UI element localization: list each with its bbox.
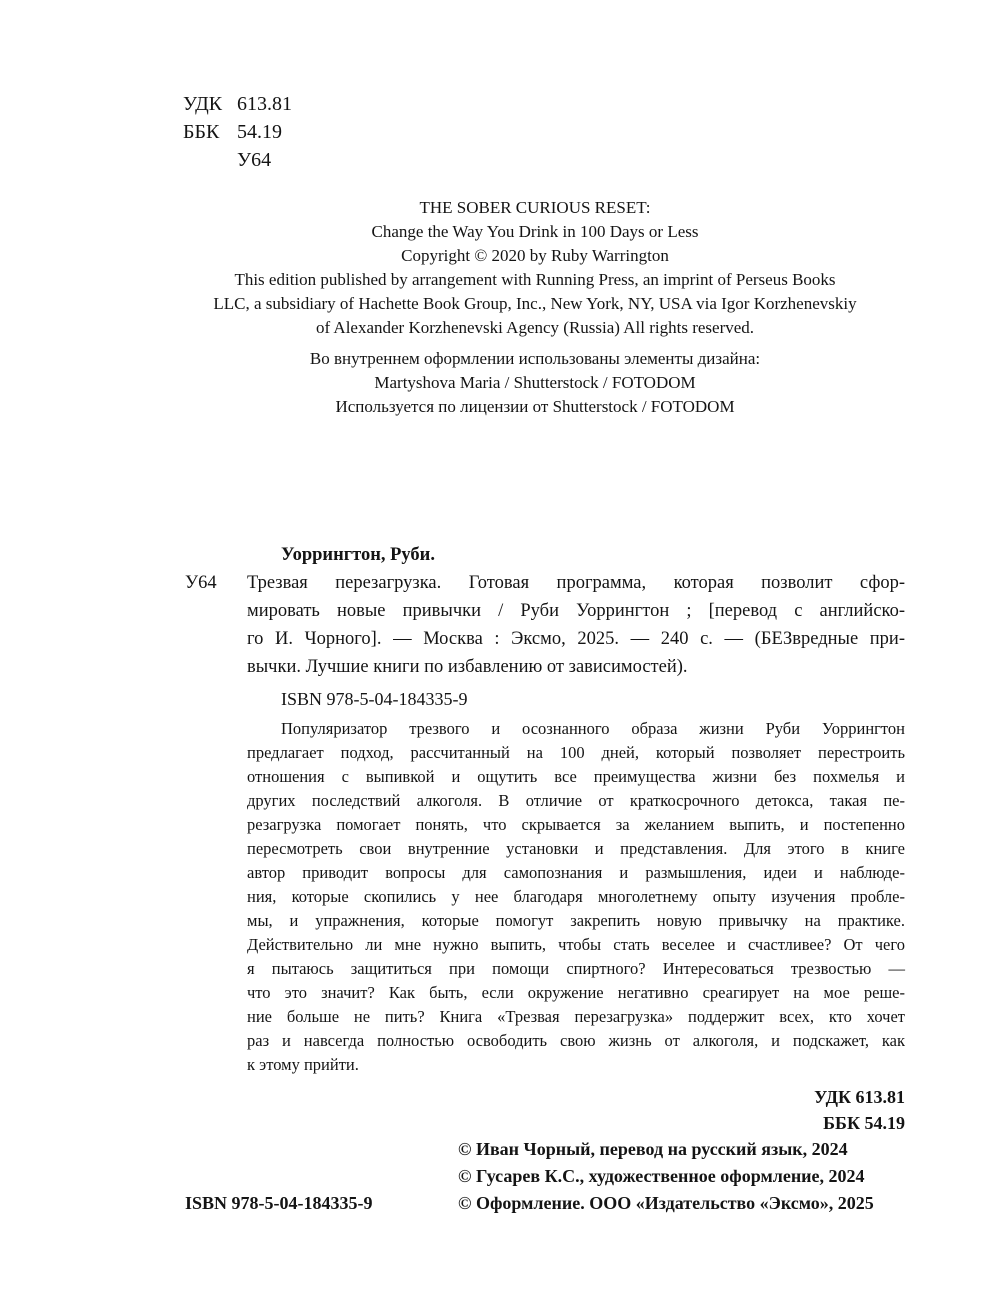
udk-bbk-codes (183, 90, 292, 174)
udk-label: УДК (183, 93, 223, 115)
edition-line-2: LLC, a subsidiary of Hachette Book Group, Inc., New York, NY, USA via Igor Korzhenevskiy (213, 294, 857, 313)
catalog-line: мировать новые привычки / Руби Уоррингтон ; [перевод с английско- (247, 601, 905, 621)
original-subtitle-line: Change the Way You Drink in 100 Days or Less (371, 222, 699, 241)
copyright-line: Copyright © 2020 by Ruby Warrington (401, 246, 669, 265)
udk-code-row (183, 90, 292, 118)
design-credit-line-3: Используется по лицензии от Shutterstock / FOTODOM (335, 397, 735, 416)
annotation-line: раз и навсегда полностью освободить свою жизнь от алкоголя, и подскажет, как (247, 1031, 905, 1050)
annotation-line: предлагает подход, рассчитанный на 100 дней, который позволяет перестроить (247, 743, 905, 762)
catalog-entry (185, 541, 905, 712)
annotation-line: что это значит? Как быть, если окружение негативно среагирует на мое реше- (247, 983, 905, 1002)
annotation (247, 717, 905, 1077)
design-credit-line-2: Martyshova Maria / Shutterstock / FOTODOM (374, 373, 696, 392)
annotation-line: других последствий алкоголя. В отличие от краткосрочного детокса, такая пе- (247, 791, 905, 810)
annotation-line: ния, которые скопились у нее благодаря многолетнему опыту изучения пробле- (247, 887, 905, 906)
bottom-udk-bbk-codes (247, 1084, 905, 1136)
catalog-author: Уоррингтон, Руби. (281, 545, 435, 565)
bbk-code-row (183, 118, 292, 146)
original-title-line: THE SOBER CURIOUS RESET: (419, 198, 651, 217)
edition-line-3: of Alexander Korzhenevski Agency (Russia) All rights reserved. (315, 318, 755, 337)
annotation-line: я пытаюсь защититься при помощи спиртного? Интересоваться трезвостью — (247, 959, 905, 978)
author-sign-value: У64 (237, 149, 272, 171)
bbk-value: 54.19 (237, 121, 282, 143)
bbk-label: ББК (183, 121, 220, 143)
footer-isbn: ISBN 978-5-04-184335-9 (185, 1193, 373, 1213)
credit-line-publisher: © Оформление. ООО «Издательство «Эксмо», 2025 (458, 1193, 874, 1213)
credit-line-art: © Гусарев К.С., художественное оформление, 2024 (458, 1166, 865, 1186)
main-column (185, 541, 905, 1136)
catalog-line: Трезвая перезагрузка. Готовая программа, которая позволит сфор- (247, 573, 905, 593)
annotation-line: мы, и упражнения, которые помогут закрепить новую привычку на практике. (247, 911, 905, 930)
bottom-bbk-code: ББК 54.19 (823, 1113, 905, 1133)
author-sign-row (183, 146, 292, 174)
annotation-line: отношения с выпивкой и ощутить все преимущества жизни без похмелья и (247, 767, 905, 786)
annotation-line: ние больше не пить? Книга «Трезвая перезагрузка» поддержит всех, кто хочет (247, 1007, 905, 1026)
catalog-line: го И. Чорного]. — Москва : Эксмо, 2025. — 240 с. — (БЕЗвредные при- (247, 629, 905, 649)
udk-value: 613.81 (237, 93, 292, 115)
credit-line-translation: © Иван Чорный, перевод на русский язык, 2024 (458, 1139, 848, 1159)
annotation-line: автор приводит вопросы для самопознания и размышления, идеи и наблюде- (247, 863, 905, 882)
annotation-line: резагрузка помогает понять, что скрывается за желанием выпить, и постепенно (247, 815, 905, 834)
catalog-line: вычки. Лучшие книги по избавлению от зависимостей). (247, 657, 688, 677)
english-copyright-block (125, 196, 945, 340)
catalog-code: У64 (185, 573, 217, 593)
annotation-line: пересмотреть свои внутренние установки и представления. Для этого в книге (247, 839, 905, 858)
design-credits-block (125, 347, 945, 419)
annotation-line: Популяризатор трезвого и осознанного образа жизни Руби Уоррингтон (281, 719, 905, 738)
bottom-udk-code: УДК 613.81 (814, 1087, 905, 1107)
design-credit-line-1: Во внутреннем оформлении использованы элементы дизайна: (309, 349, 761, 368)
annotation-line: Действительно ли мне нужно выпить, чтобы стать веселее и счастливее? От чего (247, 935, 905, 954)
isbn-line: ISBN 978-5-04-184335-9 (281, 689, 468, 709)
footer-credits (458, 1136, 874, 1217)
annotation-line: к этому прийти. (247, 1055, 359, 1074)
edition-line-1: This edition published by arrangement with Running Press, an imprint of Perseus Books (234, 270, 836, 289)
